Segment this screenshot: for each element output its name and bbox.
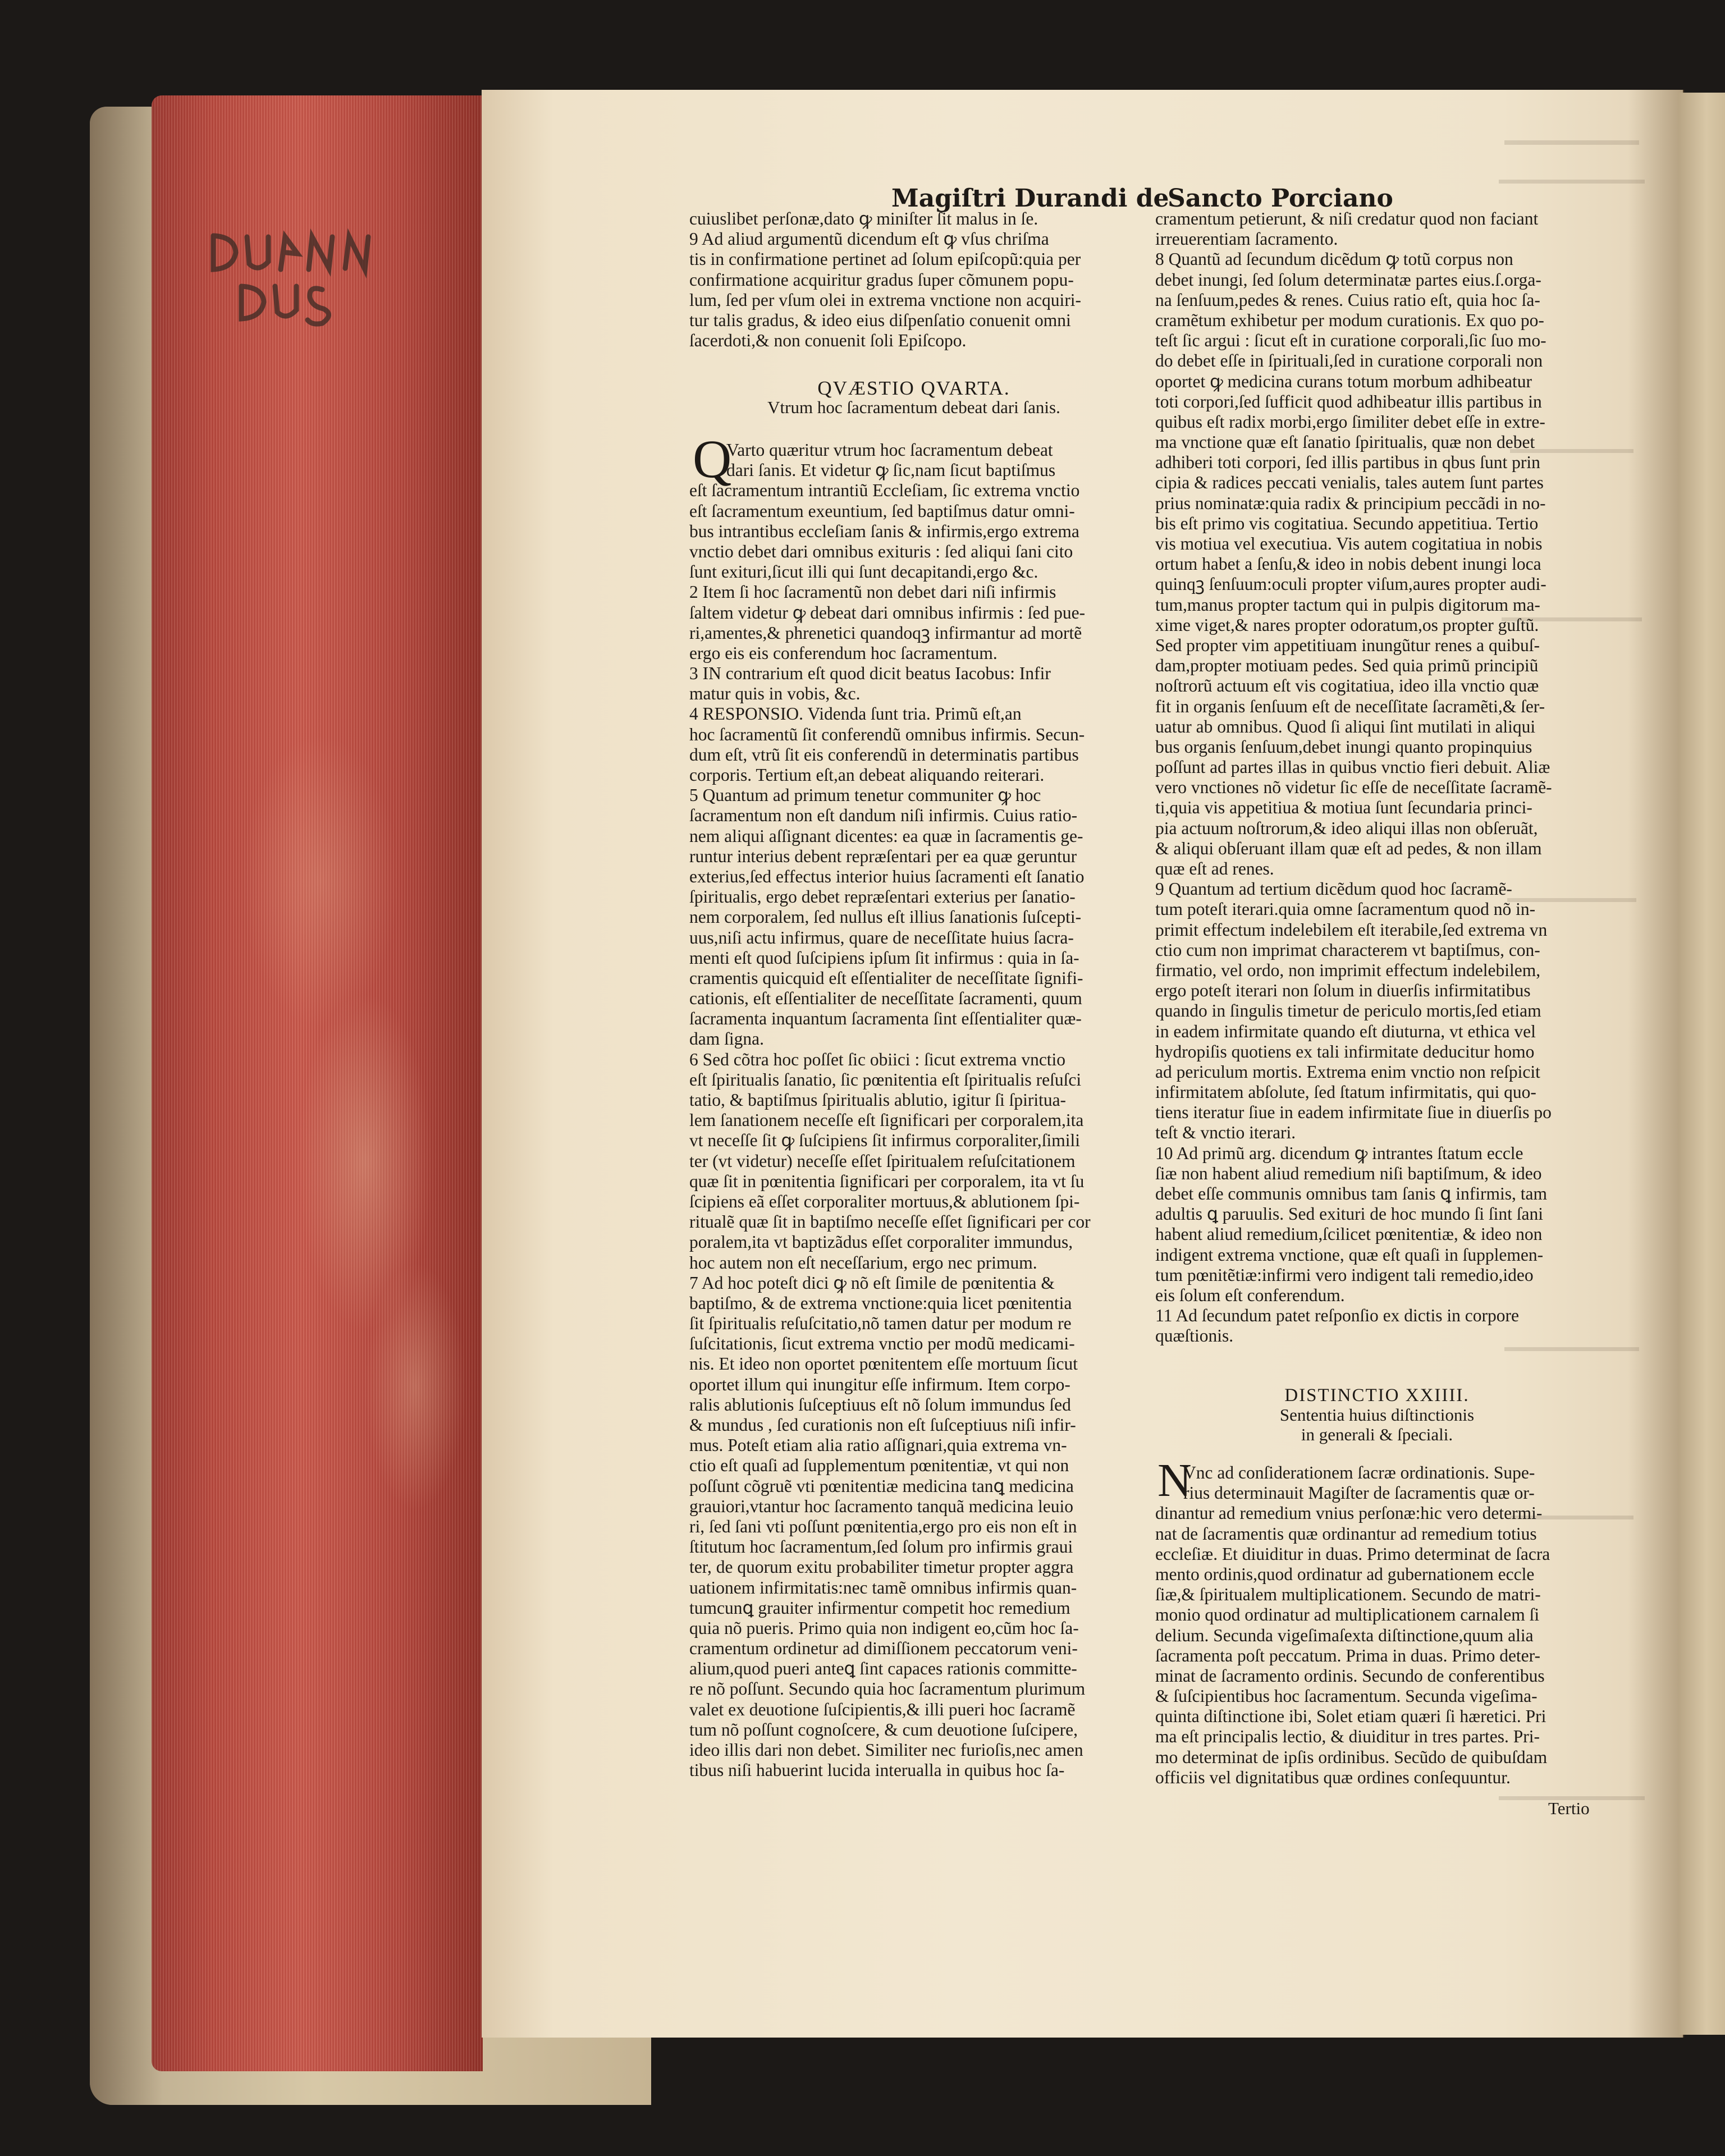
text-line: 2 Item ſi hoc ſacramentũ non debet dari niſi infirmis [689, 582, 1056, 602]
text-line: cipia & radices peccati venialis, tales autem ſunt partes [1155, 473, 1544, 493]
text-line: minat de ſacramento ordinis. Secundo de conferentibus [1155, 1665, 1545, 1686]
text-line: alium,quod pueri anteꝗ ſint capaces rationis committe- [689, 1659, 1077, 1679]
text-line: poſſunt cõgruẽ vti pœnitentiæ medicina tanꝗ medicina [689, 1476, 1074, 1496]
text-line: menti eſt quod ſuſcipiens ipſum ſit infirmus : quia in ſa- [689, 947, 1079, 968]
text-line: dari ſanis. Et videtur ꝙ ſic,nam ſicut baptiſmus [726, 460, 1056, 480]
text-line: ctio eſt quaſi ad ſupplementum pœnitentiæ, vt qui non [689, 1455, 1069, 1476]
running-head-right: Sancto Porciano [1168, 184, 1393, 213]
column-2-body [1155, 1463, 1599, 1788]
distinctio-subtitle-1: Sententia huius diſtinctionis [1279, 1405, 1475, 1425]
text-line: nem aliqui aſſignant dicentes: ea quæ in ſacramentis ge- [689, 826, 1083, 846]
text-line: ralis ablutionis ſuſceptiuus eſt nõ ſolum immundus ſed [689, 1394, 1071, 1415]
text-line: uus,niſi actu infirmus, quare de neceſſitate huius ſacra- [689, 927, 1074, 947]
text-line: nat de ſacramentis quæ ordinantur ad remedium totius [1155, 1523, 1537, 1544]
text-line: dam,propter motiuam pedes. Sed quia primũ principiũ [1155, 656, 1539, 676]
text-line: toti corpori,ſed ſufficit quod adhibeatur illis partibus in [1155, 391, 1542, 411]
text-line: bus intrantibus eccleſiam ſanis & infirmis,ergo extrema [689, 521, 1079, 541]
text-line: & mundus , ſed curationis non eſt ſuſceptiuus niſi infir- [689, 1415, 1076, 1435]
text-line: ſacramentum non eſt dandum niſi infirmis. Cuius ratio- [689, 805, 1078, 826]
text-line: mo determinat de ipſis ordinibus. Secũdo de quibuſdam [1155, 1747, 1548, 1767]
text-line: bis eſt primo vis cogitatiua. Secundo appetitiua. Tertio [1155, 513, 1539, 533]
distinctio-subtitle-2: in generali & ſpeciali. [1301, 1425, 1453, 1444]
text-line: & ſuſcipientibus hoc ſacramentum. Secunda vigeſima- [1155, 1686, 1538, 1706]
handwritten-spine-inscription [202, 225, 387, 337]
text-line: ſcipiens eã eſſet corporaliter mortuus,& ablutionem ſpi- [689, 1191, 1080, 1211]
text-line: 9 Quantum ad tertium dicẽdum quod hoc ſacramẽ- [1155, 879, 1512, 899]
dropcap-q: Q [693, 429, 732, 489]
text-line: oportet illum qui inungitur eſſe infirmum. Item corpo- [689, 1374, 1070, 1394]
text-line: valet ex deuotione ſuſcipientis,& illi pueri hoc ſacramẽ [689, 1699, 1076, 1719]
text-line: quæ ſit in pœnitentia ſignificari per corporalem, ita vt ſu [689, 1171, 1085, 1191]
distinctio-title: DISTINCTIO XXIIII. [1284, 1385, 1470, 1406]
text-line: ſuſcitationis, ſicut extrema vnctio per modũ medicami- [689, 1334, 1075, 1354]
catchword: Tertio [1548, 1798, 1590, 1818]
page-edge-stains [152, 95, 483, 2071]
text-line: Vnc ad conſiderationem ſacræ ordinationis. Supe- [1183, 1463, 1535, 1482]
text-line: debet inungi, ſed ſolum determinatæ partes eius.ſ.orga- [1155, 269, 1541, 290]
text-line: re nõ poſſunt. Secundo quia hoc ſacramentum plurimum [689, 1679, 1086, 1699]
text-line: uationem infirmitatis:nec tamẽ omnibus infirmis quan- [689, 1577, 1077, 1597]
text-line: hoc autem non eſt neceſſarium, ergo nec primum. [689, 1252, 1037, 1272]
text-line: nem corporalem, ſed nullus eſt illius ſanationis ſuſcepti- [689, 907, 1082, 927]
text-line: eſt ſacramentum exeuntium, ſed baptiſmus datur omni- [689, 501, 1075, 521]
text-line: habent aliud remedium,ſcilicet pœnitentiæ, & ideo non [1155, 1224, 1543, 1244]
text-line: matur quis in vobis, &c. [689, 684, 861, 704]
text-line: 7 Ad hoc poteſt dici ꝙ nõ eſt ſimile de pœnitentia & [689, 1272, 1055, 1293]
text-line: tum poteſt iterari.quia omne ſacramentum quod nõ in- [1155, 899, 1536, 919]
text-line: ti,quia vis appetitiua & motiua ſunt ſecundaria princi- [1155, 798, 1532, 818]
text-line: grauiori,vtantur hoc ſacramento tanquã medicina leuio [689, 1496, 1073, 1516]
text-line: delium. Secunda vigeſimaſexta diſtinctione,quum alia [1155, 1625, 1534, 1645]
text-line: ri,amentes,& phrenetici quandoqꝫ infirmantur ad mortẽ [689, 622, 1082, 643]
text-line: ſpiritualis, ergo debet repræſentari exterius per ſanatio- [689, 887, 1076, 907]
text-line: quinta diſtinctione ibi, Solet etiam quæri ſi hæretici. Pri [1155, 1706, 1546, 1727]
text-line: bus organis ſenſuum,debet inungi quanto propinquius [1155, 736, 1532, 757]
text-line: tibus niſi habuerint lucida interualla in quibus hoc ſa- [689, 1760, 1065, 1780]
text-line: 9 Ad aliud argumentũ dicendum eſt ꝙ vſus chriſma [689, 229, 1049, 249]
facing-page-edge [1678, 93, 1725, 2035]
text-line: mus. Poteſt etiam alia ratio aſſignari,quia extrema vn- [689, 1435, 1067, 1455]
column-1-body [689, 440, 1138, 1780]
text-line: eccleſiæ. Et diuiditur in duas. Primo determinat de ſacra [1155, 1544, 1550, 1564]
text-line: corporis. Tertium eſt,an debeat aliquando reiterari. [689, 765, 1045, 785]
text-line: ma vnctione quæ eſt ſanatio ſpiritualis, quæ non debet [1155, 432, 1535, 452]
text-line: tur talis gradus, & ideo eius diſpenſatio conuenit omni [689, 310, 1071, 330]
text-line: primit effectum indelebilem eſt iterabile,ſed extrema vn [1155, 919, 1548, 940]
text-line: vt neceſſe ſit ꝙ ſuſcipiens ſit infirmus corporaliter,ſimili [689, 1130, 1080, 1151]
text-line: 5 Quantum ad primum tenetur communiter ꝙ hoc [689, 785, 1041, 805]
column-1-top [689, 209, 1138, 351]
text-line: cationis, eſt eſſentialiter de neceſſitate ſacramenti, quum [689, 988, 1082, 1009]
text-line: tiens iteratur ſiue in eadem infirmitate ſiue in diuerſis po [1155, 1102, 1552, 1123]
text-line: quæſtionis. [1155, 1326, 1234, 1346]
quaestio-title: QVÆSTIO QVARTA. [817, 377, 1010, 399]
text-line: fit in organis ſenſuum eſt de neceſſitate ſacramẽti,& ſer- [1155, 696, 1545, 716]
text-line: baptiſmo, & de extrema vnctione:quia licet pœnitentia [689, 1293, 1072, 1313]
text-line: Varto quæritur vtrum hoc ſacramentum debeat [726, 440, 1053, 460]
text-line: adultis ꝗ paruulis. Sed exituri de hoc mundo ſi ſint ſani [1155, 1204, 1544, 1224]
text-line: tumcunꝗ grauiter infirmentur competit hoc remedium [689, 1597, 1070, 1618]
text-line: ad periculum mortis. Extrema enim vnctio non reſpicit [1155, 1061, 1540, 1082]
text-line: ſaltem videtur ꝙ debeat dari omnibus infirmis : ſed pue- [689, 602, 1086, 622]
text-line: pia actuum noſtrorum,& ideo aliqui illas non obſeruãt, [1155, 818, 1538, 838]
text-line: cramentum petierunt, & niſi credatur quod non faciant [1155, 209, 1539, 228]
text-line: eis ſolum eſt conferendum. [1155, 1285, 1345, 1305]
text-line: cramẽtum exhibetur per modum curationis. Ex quo po- [1155, 310, 1544, 330]
text-line: Sed propter vim appetitiuam inungũtur renes a quibuſ- [1155, 635, 1540, 655]
text-line: monio quod ordinatur ad multiplicationem carnalem ſi [1155, 1605, 1540, 1625]
text-line: ſacramenta poſt peccatum. Prima in duas. Primo deter- [1155, 1645, 1541, 1665]
text-line: do debet eſſe in ſpirituali,ſed in curatione corporali non [1155, 351, 1543, 371]
text-line: 10 Ad primũ arg. dicendum ꝙ intrantes ſtatum eccle [1155, 1143, 1523, 1163]
text-line: eſt ſpiritualis ſanatio, ſic pœnitentia eſt ſpiritualis reſuſci [689, 1069, 1082, 1090]
text-line: tum,manus propter tactum qui in pulpis digitorum ma- [1155, 594, 1540, 615]
text-line: ortum habet a ſenſu,& ideo in nobis debent inungi loca [1155, 554, 1541, 574]
text-line: dinantur ad remedium vnius perſonæ:hic vero determi- [1155, 1503, 1543, 1523]
text-line: confirmatione acquiritur gradus ſuper cõmunem popu- [689, 269, 1074, 290]
text-line: teſt & vnctio iterari. [1155, 1123, 1296, 1143]
text-line: irreuerentiam ſacramento. [1155, 229, 1338, 249]
text-line: ma eſt principalis lectio, & diuiditur in tres partes. Pri- [1155, 1727, 1540, 1747]
quaestio-subtitle: Vtrum hoc ſacramentum debeat dari ſanis. [767, 397, 1060, 417]
text-line: rius determinauit Magiſter de ſacramentis quæ or- [1183, 1483, 1535, 1503]
text-line: vnctio debet dari omnibus exituris : ſed aliqui ſani cito [689, 541, 1073, 561]
text-line: quia nõ pueris. Primo quia non indigent eo,cũm hoc ſa- [689, 1618, 1079, 1638]
text-line: firmatio, vel ordo, non imprimit effectum indelebilem, [1155, 960, 1541, 980]
text-line: tatio, & baptiſmus ſpiritualis ablutio, igitur ſi ſpiritua- [689, 1090, 1067, 1110]
text-line: 6 Sed cõtra hoc poſſet ſic obiici : ſicut extrema vnctio [689, 1049, 1066, 1069]
dropcap-n: N [1157, 1454, 1192, 1507]
text-line: ſacramenta inquantum ſacramenta ſint eſſentialiter quæ- [689, 1009, 1082, 1029]
text-line: quinqꝫ ſenſuum:oculi propter viſum,aures propter audi- [1155, 574, 1546, 594]
text-line: ſit ſpiritualis reſuſcitatio,nõ tamen datur per modum re [689, 1313, 1072, 1334]
text-line: quibus eſt radix morbi,ergo ſimiliter debet eſſe in extre- [1155, 411, 1545, 432]
running-head-left: Magiſtri Durandi de [891, 184, 1169, 213]
text-line: exterius,ſed effectus interior huius ſacramenti eſt ſanatio [689, 866, 1085, 886]
text-line: poralem,ita vt baptizãdus eſſet corporaliter immundus, [689, 1232, 1073, 1252]
text-line: hoc ſacramentũ ſit conferendũ omnibus infirmis. Secun- [689, 724, 1085, 744]
text-line: tum nõ poſſunt cognoſcere, & cum deuotione ſuſcipere, [689, 1719, 1078, 1740]
text-line: ergo eis eis conferendum hoc ſacramentum. [689, 643, 998, 663]
text-line: 8 Quantũ ad ſecundum dicẽdum ꝙ totũ corpus non [1155, 249, 1513, 269]
column-2-top [1155, 209, 1599, 1347]
text-line: dum eſt, vtrũ ſit eis conferendũ in determinatis partibus [689, 744, 1079, 765]
text-line: ideo illis dari non debet. Similiter nec furioſis,nec amen [689, 1740, 1083, 1760]
text-line: teſt ſic argui : ſicut eſt in curatione corporali,ſic ſuo mo- [1155, 331, 1546, 351]
text-line: infirmitatem abſolute, ſed ſtatum infirmitatis, qui quo- [1155, 1082, 1536, 1102]
text-line: ctio cum non imprimat characterem vt baptiſmus, con- [1155, 940, 1540, 960]
text-line: noſtrorũ actuum eſt vis cogitatiua, ideo illa vnctio quæ [1155, 676, 1539, 696]
text-line: ter (vt videtur) neceſſe eſſet ſpiritualem reſuſcitationem [689, 1151, 1076, 1171]
text-line: eſt ſacramentum intrantiũ Eccleſiam, ſic extrema vnctio [689, 480, 1080, 501]
text-line: runtur interius debent repræſentari per ea quæ geruntur [689, 846, 1077, 866]
text-line: lum, ſed per vſum olei in extrema vnctione non acquiri- [689, 290, 1082, 310]
spine-shadow [90, 107, 163, 2105]
text-line: xime viget,& nares propter odoratum,os propter guſtũ. [1155, 615, 1539, 635]
text-line: ri, ſed ſani vti poſſunt pœnitentia,ergo pro eis non eſt in [689, 1516, 1077, 1536]
text-line: ergo poteſt iterari non ſolum in diuerſis infirmitatibus [1155, 981, 1531, 1001]
text-line: uatur ab omnibus. Quod ſi aliqui ſint mutilati in aliqui [1155, 716, 1536, 736]
text-line: in eadem infirmitate quando eſt diuturna, vt ethica vel [1155, 1021, 1536, 1041]
text-line: debet eſſe communis omnibus tam ſanis ꝗ infirmis, tam [1155, 1184, 1548, 1203]
text-line: hydropiſis quotiens ex tali infirmitate deducitur homo [1155, 1041, 1535, 1061]
text-line: ter, de quorum exitu probabiliter timetur propter aggra [689, 1557, 1074, 1577]
text-line: adhiberi toti corpori, ſed illis partibus in qbus ſunt prin [1155, 452, 1540, 473]
text-line: poſſunt ad partes illas in quibus vnctio fieri debuit. Aliæ [1155, 757, 1550, 777]
text-line: ſiæ non habent aliud remedium niſi baptiſmum, & ideo [1155, 1163, 1542, 1183]
text-line: ſacerdoti,& non conuenit ſoli Epiſcopo. [689, 331, 967, 351]
text-line: cramentis quicquid eſt eſſentialiter de neceſſitate ſignifi- [689, 968, 1083, 988]
text-line: 11 Ad ſecundum patet reſponſio ex dictis in corpore [1155, 1306, 1519, 1326]
text-line: & aliqui obſeruant illam quæ eſt ad pedes, & non illam [1155, 838, 1542, 858]
text-line: na ſenſuum,pedes & renes. Cuius ratio eſt, quia hoc ſa- [1155, 290, 1540, 310]
text-line: dam ſigna. [689, 1029, 764, 1049]
text-line: prius nominatæ:quia radix & principium peccãdi in no- [1155, 493, 1546, 513]
text-line: cramentum ordinetur ad dimiſſionem peccatorum veni- [689, 1638, 1078, 1659]
text-line: ſunt exituri,ſicut illi qui ſunt decapitandi,ergo &c. [689, 562, 1038, 582]
text-line: nis. Et ideo non oportet pœnitentem eſſe mortuum ſicut [689, 1354, 1078, 1374]
text-line: officiis vel dignitatibus quæ ordines conſequuntur. [1155, 1767, 1511, 1787]
text-line: ſiæ,& ſpiritualem multiplicationem. Secundo de matri- [1155, 1585, 1541, 1605]
text-line: indigent extrema vnctione, quæ eſt quaſi in ſupplemen- [1155, 1244, 1544, 1265]
text-line: lem ſanationem neceſſe eſt ſignificari per corporalem,ita [689, 1110, 1084, 1130]
text-line: ritualẽ quæ ſit in baptiſmo neceſſe eſſet ſignificari per cor [689, 1212, 1091, 1232]
text-line: tis in confirmatione pertinet ad ſolum epiſcopũ:quia per [689, 249, 1081, 269]
text-line: oportet ꝙ medicina curans totum morbum adhibeatur [1155, 371, 1532, 391]
text-line: vero vnctiones nõ videtur ſic eſſe de neceſſitate ſacramẽ- [1155, 777, 1552, 798]
text-line: mento ordinis,quod ordinatur ad gubernationem eccle [1155, 1564, 1535, 1584]
text-line: quando in ſingulis timetur de periculo mortis,ſed etiam [1155, 1001, 1541, 1021]
text-line: vis motiua vel executiua. Vis autem cogitatiua in nobis [1155, 534, 1543, 553]
text-line: quæ eſt ad renes. [1155, 859, 1274, 878]
text-line: cuiuslibet perſonæ,dato ꝙ miniſter ſit malus in ſe. [689, 209, 1038, 228]
text-line: 4 RESPONSIO. Videnda ſunt tria. Primũ eſt,an [689, 704, 1022, 724]
text-line: ſtitutum hoc ſacramentum,ſed ſolum pro infirmis graui [689, 1537, 1073, 1557]
text-line: 3 IN contrarium eſt quod dicit beatus Iacobus: Infir [689, 663, 1051, 684]
text-line: tum pœnitẽtiæ:infirmi vero indigent tali remedio,ideo [1155, 1265, 1534, 1285]
